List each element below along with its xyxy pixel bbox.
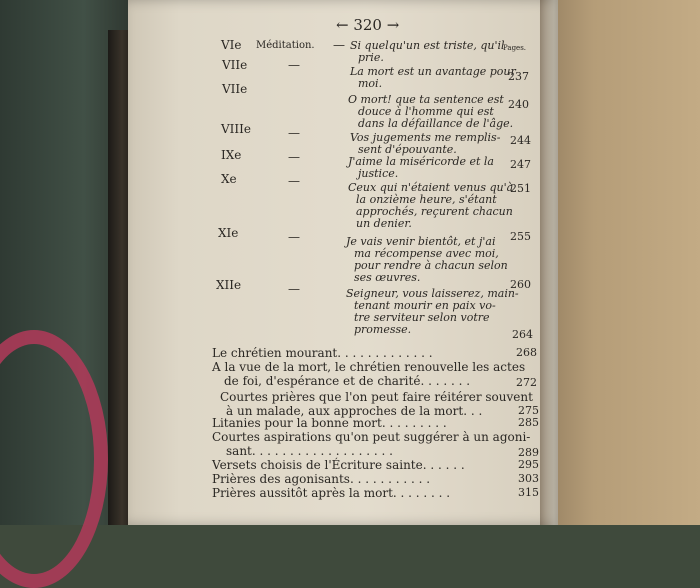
meditation-title-line: tenant mourir en paix vo- (354, 299, 496, 312)
meditation-number: IXe (221, 148, 242, 162)
meditation-number: VIe (221, 38, 242, 52)
meditation-title-line: J'aime la miséricorde et la (348, 155, 494, 168)
toc-line: Versets choisis de l'Écriture sainte. . . . . . (212, 458, 465, 472)
meditation-number: XIe (218, 226, 239, 240)
toc-page: 275 (518, 404, 539, 417)
meditation-page: 264 (512, 328, 533, 341)
meditation-page: 251 (510, 182, 531, 195)
toc-page: 303 (518, 472, 539, 485)
meditation-page: 247 (510, 158, 531, 171)
meditation-number: VIIe (222, 58, 248, 72)
toc-line: sant. . . . . . . . . . . . . . . . . . . (226, 444, 393, 458)
meditation-title-line: promesse. (354, 323, 412, 336)
toc-page: 315 (518, 486, 539, 499)
meditation-dash: — (288, 230, 300, 244)
meditation-title-line: sent d'épouvante. (358, 143, 457, 156)
meditation-title-line: douce à l'homme qui est (358, 105, 494, 118)
meditation-page: 240 (508, 98, 529, 111)
meditation-title-line: prie. (358, 51, 384, 64)
meditation-title-line: Vos jugements me remplis- (350, 131, 501, 144)
toc-line: Courtes aspirations qu'on peut suggérer à un agoni- (212, 430, 531, 444)
meditation-number: XIIe (216, 278, 242, 292)
meditation-title-line: moi. (358, 77, 383, 90)
meditation-label: Méditation. (256, 40, 315, 51)
meditation-title-line: Ceux qui n'étaient venus qu'à (348, 181, 514, 194)
meditation-dash: — (288, 282, 300, 296)
meditation-title-line: tre serviteur selon votre (354, 311, 490, 324)
meditation-title-line: Si quelqu'un est triste, qu'il (350, 39, 505, 52)
meditation-title-line: O mort! que ta sentence est (348, 93, 504, 106)
toc-page: 289 (518, 446, 539, 459)
toc-line: A la vue de la mort, le chrétien renouvelle les actes (212, 360, 526, 374)
toc-line: Courtes prières que l'on peut faire réitérer souvent (220, 390, 533, 404)
pages-column-label: Pages. (503, 44, 527, 52)
toc-line: Le chrétien mourant. . . . . . . . . . . . . (212, 346, 433, 360)
left-page (128, 0, 558, 525)
toc-page: 285 (518, 416, 539, 429)
meditation-dash: — (333, 38, 345, 52)
meditation-title-line: pour rendre à chacun selon (354, 259, 508, 272)
meditation-page: 260 (510, 278, 531, 291)
meditation-dash: — (288, 174, 300, 188)
toc-line: Prières des agonisants. . . . . . . . . . . (212, 472, 431, 486)
page-number: ← 320 → (336, 16, 400, 34)
meditation-dash: — (288, 150, 300, 164)
meditation-page: 255 (510, 230, 531, 243)
meditation-dash: — (288, 126, 300, 140)
meditation-title-line: Seigneur, vous laisserez, main- (346, 287, 519, 300)
toc-line: de foi, d'espérance et de charité. . . . . . . (224, 374, 471, 388)
meditation-page: 244 (510, 134, 531, 147)
toc-line: à un malade, aux approches de la mort. . . (226, 404, 483, 418)
meditation-title-line: ma récompense avec moi, (354, 247, 499, 260)
meditation-title-line: dans la défaillance de l'âge. (358, 117, 514, 130)
meditation-number: Xe (221, 172, 237, 186)
toc-page: 268 (516, 346, 537, 359)
meditation-title-line: La mort est un avantage pour (350, 65, 516, 78)
meditation-title-line: approchés, reçurent chacun (356, 205, 513, 218)
meditation-number: VIIe (222, 82, 248, 96)
toc-page: 295 (518, 458, 539, 471)
toc-page: 272 (516, 376, 537, 389)
right-page (548, 0, 700, 525)
toc-line: Prières aussitôt après la mort. . . . . . . . (212, 486, 451, 500)
meditation-number: VIIIe (221, 122, 251, 136)
meditation-title-line: la onzième heure, s'étant (356, 193, 497, 206)
meditation-title-line: ses œuvres. (354, 271, 421, 284)
meditation-page: 237 (508, 70, 529, 83)
toc-line: Litanies pour la bonne mort. . . . . . . . . (212, 416, 447, 430)
meditation-title-line: justice. (358, 167, 399, 180)
meditation-title-line: Je vais venir bientôt, et j'ai (346, 235, 496, 248)
meditation-title-line: un denier. (356, 217, 412, 230)
page-gutter-shadow (540, 0, 554, 525)
meditation-dash: — (288, 58, 300, 72)
